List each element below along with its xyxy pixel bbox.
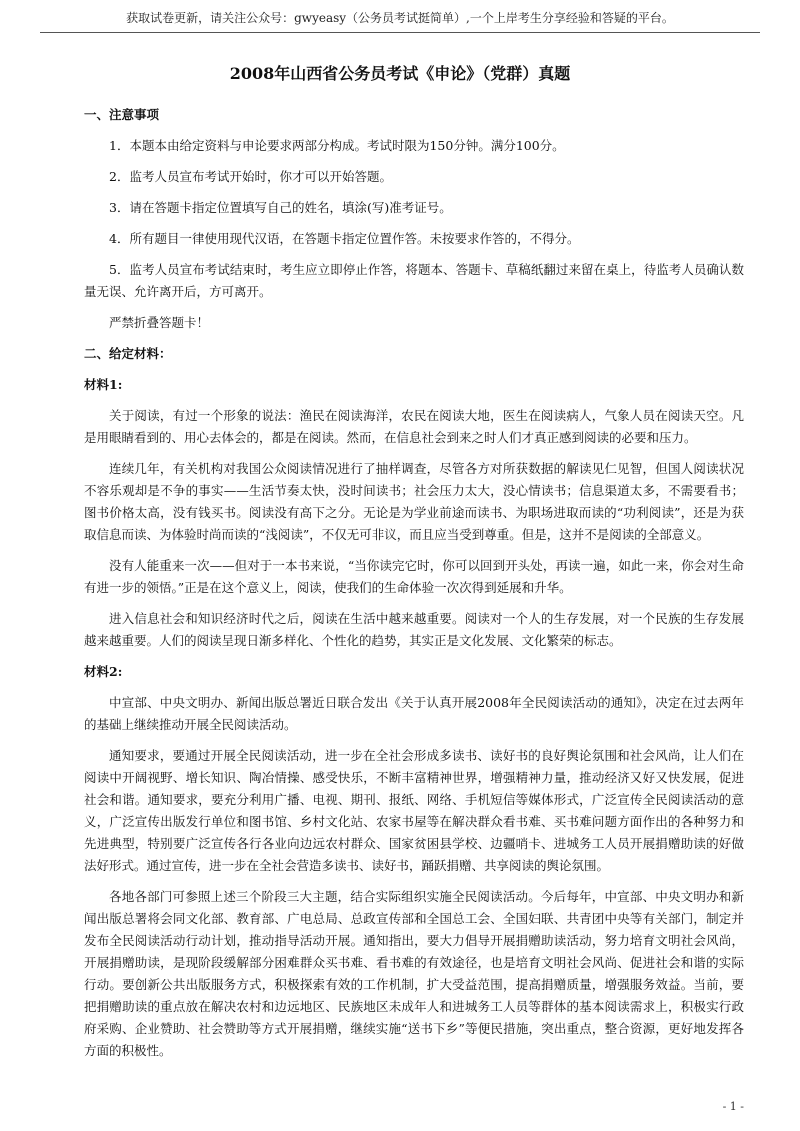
section-heading-materials: 二、给定材料： (84, 346, 172, 361)
document-body (84, 104, 744, 1071)
warning-text: 严禁折叠答题卡！ (109, 315, 210, 330)
section-heading-notes: 一、注意事项 (84, 107, 160, 122)
note-item: 3．请在答题卡指定位置填写自己的姓名，填涂(写)准考证号。 (109, 200, 452, 215)
document-title: 2008年山西省公务员考试《申论》（党群）真题 (229, 64, 571, 83)
material-paragraph: 关于阅读，有过一个形象的说法：渔民在阅读海洋，农民在阅读大地，医生在阅读病人，气象人员在阅读天空。凡是用眼睛看到的、用心去体会的，都是在阅读。然而，在信息社会到来之时人们才真正感到阅读的必要和压力。 (84, 408, 744, 445)
note-item: 4．所有题目一律使用现代汉语，在答题卡指定位置作答。未按要求作答的，不得分。 (109, 231, 580, 246)
material-paragraph: 连续几年，有关机构对我国公众阅读情况进行了抽样调查，尽管各方对所获数据的解读见仁见智，但国人阅读状况不容乐观却是不争的事实——生活节奏太快，没时间读书；社会压力太大，没心情读书；信息渠道太多，不需要看书；图书价格太高，没有钱买书。阅读没有高下之分。无论是为学业前途而读书、为职场进取而读的“功利阅读”，还是为获取信息而读、为体验时尚而读的“浅阅读”，不仅无可非议，而且应当受到尊重。但是，这并不是阅读的全部意义。 (84, 461, 744, 542)
material-label: 材料2: (84, 664, 123, 679)
page-header: 获取试卷更新，请关注公众号：gwyeasy（公务员考试挺简单）,一个上岸考生分享经验和答疑的平台。 (126, 11, 674, 25)
material-label: 材料1: (84, 377, 123, 392)
material-paragraph: 没有人能重来一次——但对于一本书来说，“当你读完它时，你可以回到开头处，再读一遍，如此一来，你会对生命有进一步的领悟。”正是在这个意义上，阅读，使我们的生命体验一次次得到延展和升华。 (84, 558, 744, 595)
material-paragraph: 中宣部、中央文明办、新闻出版总署近日联合发出《关于认真开展2008年全民阅读活动的通知》，决定在过去两年的基础上继续推动开展全民阅读活动。 (84, 695, 744, 732)
material-paragraph: 通知要求，要通过开展全民阅读活动，进一步在全社会形成多读书、读好书的良好舆论氛围和社会风尚，让人们在阅读中开阔视野、增长知识、陶冶情操、感受快乐，不断丰富精神世界，增强精神力量，推动经济又好又快发展，促进社会和谐。通知要求，要充分利用广播、电视、期刊、报纸、网络、手机短信等媒体形式，广泛宣传全民阅读活动的意义，广泛宣传出版发行单位和图书馆、乡村文化站、农家书屋等在解决群众看书难、买书难问题方面作出的各种努力和先进典型，特别要广泛宣传各行各业向边远农村群众、国家贫困县学校、边疆哨卡、进城务工人员开展捐赠助读的好做法好形式。通过宣传，进一步在全社会营造多读书、读好书，踊跃捐赠、共享阅读的舆论氛围。 (84, 748, 744, 873)
note-item: 2．监考人员宣布考试开始时，你才可以开始答题。 (109, 169, 392, 184)
page-number: - 1 - (722, 1100, 744, 1113)
header-divider (40, 32, 760, 33)
material-paragraph: 进入信息社会和知识经济时代之后，阅读在生活中越来越重要。阅读对一个人的生存发展，对一个民族的生存发展越来越重要。人们的阅读呈现日渐多样化、个性化的趋势，其实正是文化发展、文化繁荣的标志。 (84, 611, 744, 648)
material-paragraph: 各地各部门可参照上述三个阶段三大主题，结合实际组织实施全民阅读活动。今后每年，中宣部、中央文明办和新闻出版总署将会同文化部、教育部、广电总局、总政宣传部和全国总工会、全国妇联、共青团中央等有关部门，制定并发布全民阅读活动行动计划，推动指导活动开展。通知指出，要大力倡导开展捐赠助读活动，努力培育文明社会风尚，开展捐赠助读，是现阶段缓解部分困难群众买书难、看书难的有效途径，也是培育文明社会风尚、促进社会和谐的实际行动。要创新公共出版服务方式，积极探索有效的工作机制，扩大受益范围，提高捐赠质量，增强服务效益。当前，要把捐赠助读的重点放在解决农村和边远地区、民族地区未成年人和进城务工人员等群体的基本阅读需求上，积极实行政府采购、企业赞助、社会赞助等方式开展捐赠，继续实施“送书下乡”等便民措施，突出重点，整合资源，更好地发挥各方面的积极性。 (84, 889, 744, 1058)
note-item: 1．本题本由给定资料与申论要求两部分构成。考试时限为150分钟。满分100分。 (109, 138, 565, 153)
note-item: 5．监考人员宣布考试结束时，考生应立即停止作答，将题本、答题卡、草稿纸翻过来留在桌上，待监考人员确认数量无误、允许离开后，方可离开。 (84, 262, 744, 299)
